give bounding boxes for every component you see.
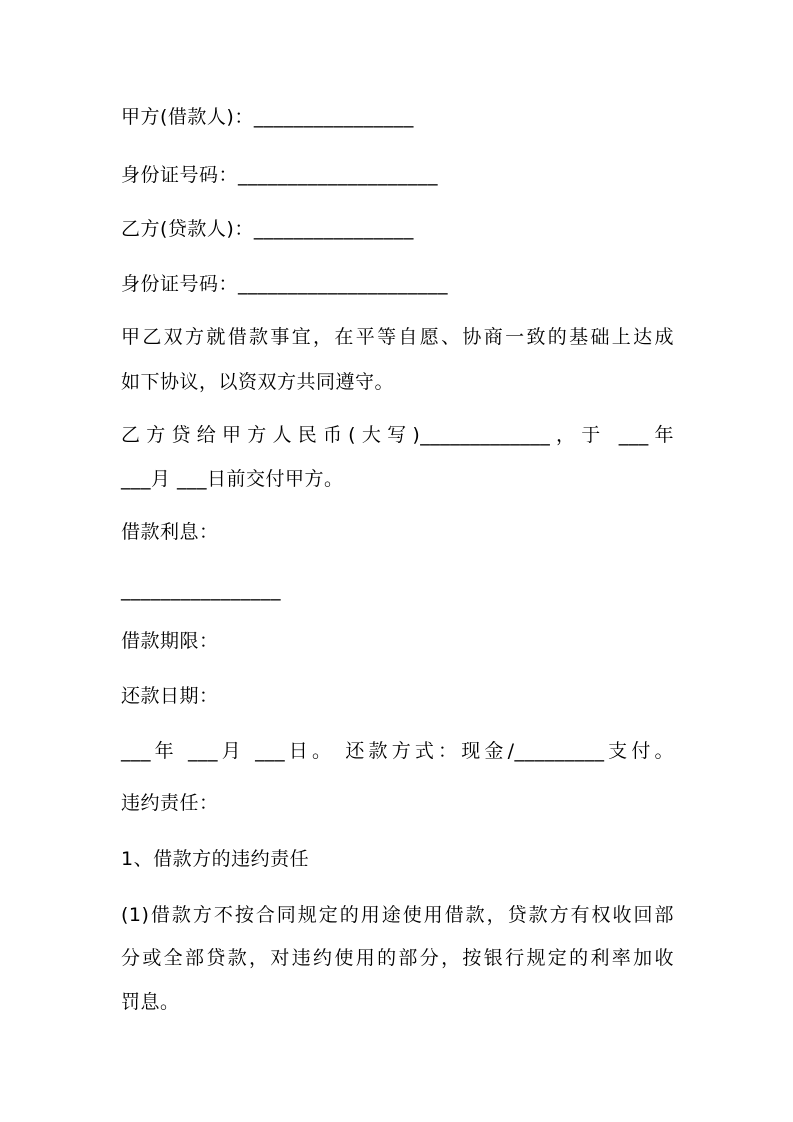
agreement-line-2: 如下协议，以资双方共同遵守。 <box>121 371 395 393</box>
lender-line: 乙方(贷款人)：________________ <box>121 218 414 240</box>
interest-blank: ________________ <box>121 579 281 601</box>
borrower-id-line: 身份证号码：____________________ <box>121 164 439 186</box>
term-label: 借款期限： <box>121 630 219 652</box>
agreement-line-1: 甲乙双方就借款事宜，在平等自愿、协商一致的基础上达成 <box>121 326 674 348</box>
loan-amount-line-1: 乙方贷给甲方人民币(大写)_____________，于 ___年 <box>121 424 674 446</box>
clause-1-line-1: (1)借款方不按合同规定的用途使用借款，贷款方有权收回部 <box>121 904 674 926</box>
interest-label: 借款利息： <box>121 521 219 543</box>
liability-heading: 违约责任： <box>121 792 219 814</box>
repay-date-label: 还款日期： <box>121 685 219 707</box>
loan-amount-line-2: ___月 ___日前交付甲方。 <box>121 468 344 490</box>
liability-item-1: 1、借款方的违约责任 <box>121 848 310 870</box>
repay-date-fields: ___年 ___月 ___日。 还款方式：现金/_________支付。 <box>121 740 674 762</box>
clause-1-line-3: 罚息。 <box>121 991 180 1013</box>
clause-1-line-2: 分或全部贷款，对违约使用的部分，按银行规定的利率加收 <box>121 947 674 969</box>
lender-id-line: 身份证号码：_____________________ <box>121 273 449 295</box>
borrower-line: 甲方(借款人)：________________ <box>121 106 414 128</box>
